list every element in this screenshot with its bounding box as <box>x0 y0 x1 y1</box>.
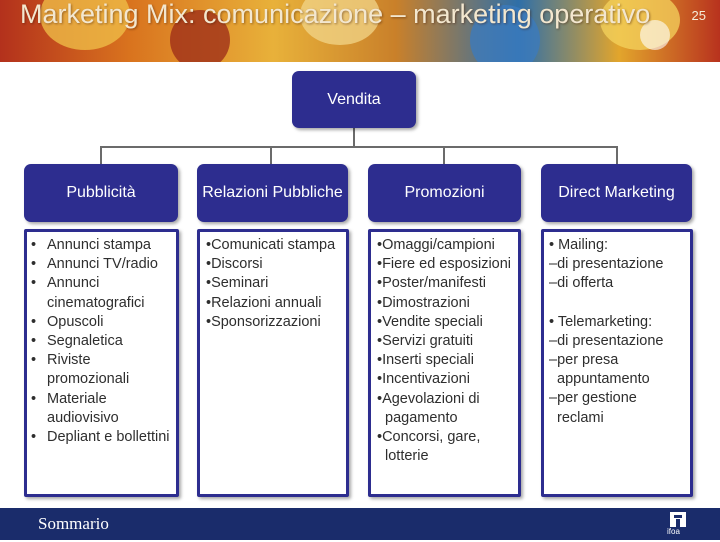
list-item: • Annunci stampa <box>31 237 151 253</box>
connector-horizontal <box>100 146 618 148</box>
list-item: • Annunci cinematografici <box>31 275 145 311</box>
root-label: Vendita <box>327 90 381 108</box>
list-item: •Incentivazioni <box>377 371 470 388</box>
list-relazioni-pubbliche <box>200 232 346 332</box>
list-item: •Sponsorizzazioni <box>206 313 321 330</box>
list-item: •Discorsi <box>206 256 263 273</box>
list-item: –di presentazione <box>549 332 664 349</box>
slide-number: 25 <box>691 8 706 23</box>
footer-bar <box>0 508 720 540</box>
list-item: • Opuscoli <box>31 313 104 330</box>
list-pubblicita <box>27 232 176 447</box>
header-direct-marketing <box>541 164 692 222</box>
list-item: •Relazioni annuali <box>206 294 322 311</box>
header-promozioni <box>368 164 521 222</box>
header-pubblicita <box>24 164 178 222</box>
list-item: •Concorsi, gare, lotterie <box>377 429 481 465</box>
panel-promozioni <box>368 229 521 497</box>
list-item: –di offerta <box>549 275 614 292</box>
list-item: –di presentazione <box>549 256 664 273</box>
header-label: Direct Marketing <box>558 184 675 201</box>
list-item: • Riviste promozionali <box>31 352 130 388</box>
connector-col3 <box>443 146 445 164</box>
connector-root-vertical <box>353 128 355 147</box>
title-banner <box>0 0 720 62</box>
header-label: Pubblicità <box>66 184 136 201</box>
list-item: •Vendite speciali <box>377 313 483 330</box>
list-spacer <box>549 294 687 313</box>
list-item: •Inserti speciali <box>377 352 474 369</box>
list-item: • Mailing: <box>549 237 609 253</box>
header-label: Relazioni Pubbliche <box>202 184 343 201</box>
list-item: •Dimostrazioni <box>377 294 470 311</box>
list-item: •Comunicati stampa <box>206 237 336 253</box>
connector-col1 <box>100 146 102 164</box>
list-item: •Servizi gratuiti <box>377 333 474 350</box>
list-item: •Omaggi/campioni <box>377 237 495 253</box>
slide-title: Marketing Mix: comunicazione – marketing operativo <box>20 0 651 29</box>
header-label: Promozioni <box>404 184 485 201</box>
connector-col2 <box>270 146 272 164</box>
list-item: –per presa appuntamento <box>549 352 650 388</box>
connector-col4 <box>616 146 618 164</box>
list-item: •Fiere ed esposizioni <box>377 256 512 273</box>
list-promozioni <box>371 232 518 466</box>
list-item: • Telemarketing: <box>549 313 653 330</box>
panel-direct-marketing <box>541 229 693 497</box>
header-relazioni-pubbliche <box>197 164 348 222</box>
list-direct-marketing <box>544 232 690 428</box>
panel-relazioni-pubbliche <box>197 229 349 497</box>
list-item: • Segnaletica <box>31 333 123 350</box>
list-item: • Materiale audiovisivo <box>31 390 119 426</box>
list-item: • Depliant e bollettini <box>31 429 170 446</box>
list-item: •Poster/manifesti <box>377 275 487 292</box>
list-item: •Seminari <box>206 275 269 292</box>
list-item: • Annunci TV/radio <box>31 256 158 273</box>
ifoa-logo <box>666 511 690 537</box>
logo-text: ifoa <box>667 527 680 536</box>
sommario-link[interactable]: Sommario <box>38 514 109 533</box>
panel-pubblicita <box>24 229 179 497</box>
root-box-vendita <box>292 71 416 128</box>
list-item: •Agevolazioni di pagamento <box>377 390 480 426</box>
list-item: –per gestione reclami <box>549 390 637 426</box>
